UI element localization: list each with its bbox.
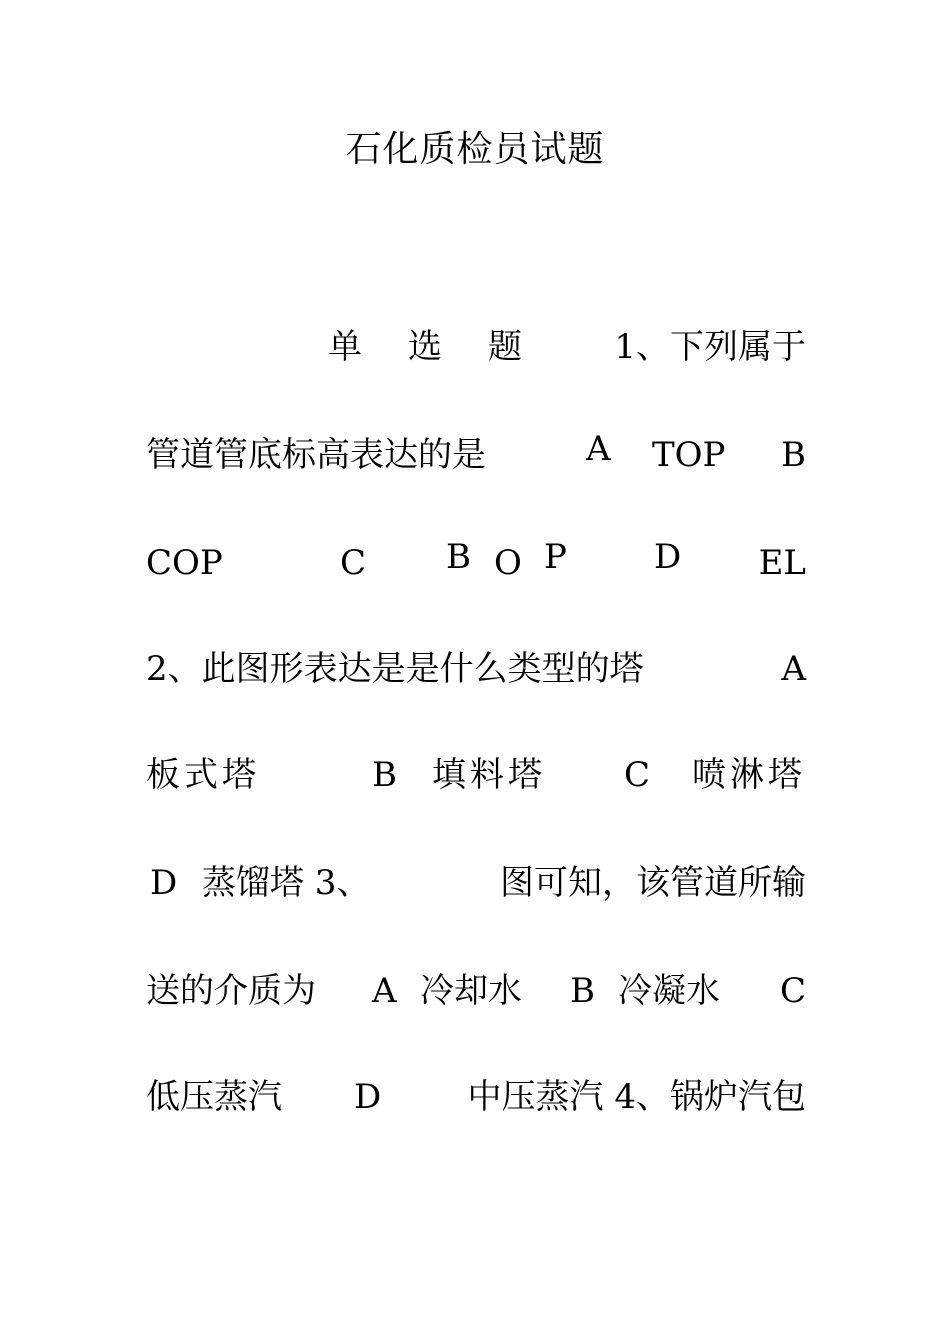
section-heading-char: 选 [408, 327, 442, 367]
option-text: TOP [652, 435, 726, 475]
option-text: B [446, 537, 471, 577]
option-text: 板式塔 [146, 755, 260, 795]
text-line-7 [146, 966, 806, 1016]
option-text: 冷凝水 [618, 971, 720, 1011]
question-text: 图可知，该管道所输 [500, 863, 806, 903]
option-letter: B [781, 435, 806, 475]
section-heading-char: 题 [488, 327, 522, 367]
text-line-3 [146, 538, 806, 588]
option-letter: C [340, 543, 367, 583]
option-text: EL [758, 543, 806, 583]
question-text: 2、此图形表达是是什么类型的塔 [146, 649, 644, 689]
section-heading-char: 单 [328, 327, 362, 367]
option-text: COP [146, 543, 223, 583]
text-line-1 [146, 322, 806, 372]
option-letter: C [624, 755, 651, 795]
option-letter: D [150, 863, 178, 903]
question-text: 管道管底标高表达的是 [146, 435, 486, 475]
option-text: P [544, 537, 567, 577]
option-letter: A [586, 429, 611, 469]
option-text: O [494, 543, 522, 583]
option-letter: A [781, 649, 806, 689]
text-line-2 [146, 430, 806, 480]
text-line-5 [146, 750, 806, 800]
option-letter: B [570, 971, 595, 1011]
option-text: 低压蒸汽 [146, 1077, 282, 1117]
text-line-8 [146, 1072, 806, 1122]
option-letter: D [654, 537, 682, 577]
option-text: 填料塔 [432, 755, 546, 795]
question-text: 1、下列属于 [614, 327, 806, 367]
text-line-4 [146, 644, 806, 694]
option-text: 喷淋塔 [692, 755, 806, 795]
option-text: 冷却水 [420, 971, 522, 1011]
document-title: 石化质检员试题 [345, 129, 605, 170]
option-letter: C [779, 971, 806, 1011]
option-letter: A [372, 971, 397, 1011]
option-letter: D [354, 1077, 382, 1117]
text-line-6 [146, 858, 806, 908]
question-text: 送的介质为 [146, 971, 316, 1011]
option-text: 中压蒸汽 4、锅炉汽包 [467, 1077, 806, 1117]
option-letter: B [372, 755, 397, 795]
option-text: 蒸馏塔 3、 [202, 863, 371, 903]
